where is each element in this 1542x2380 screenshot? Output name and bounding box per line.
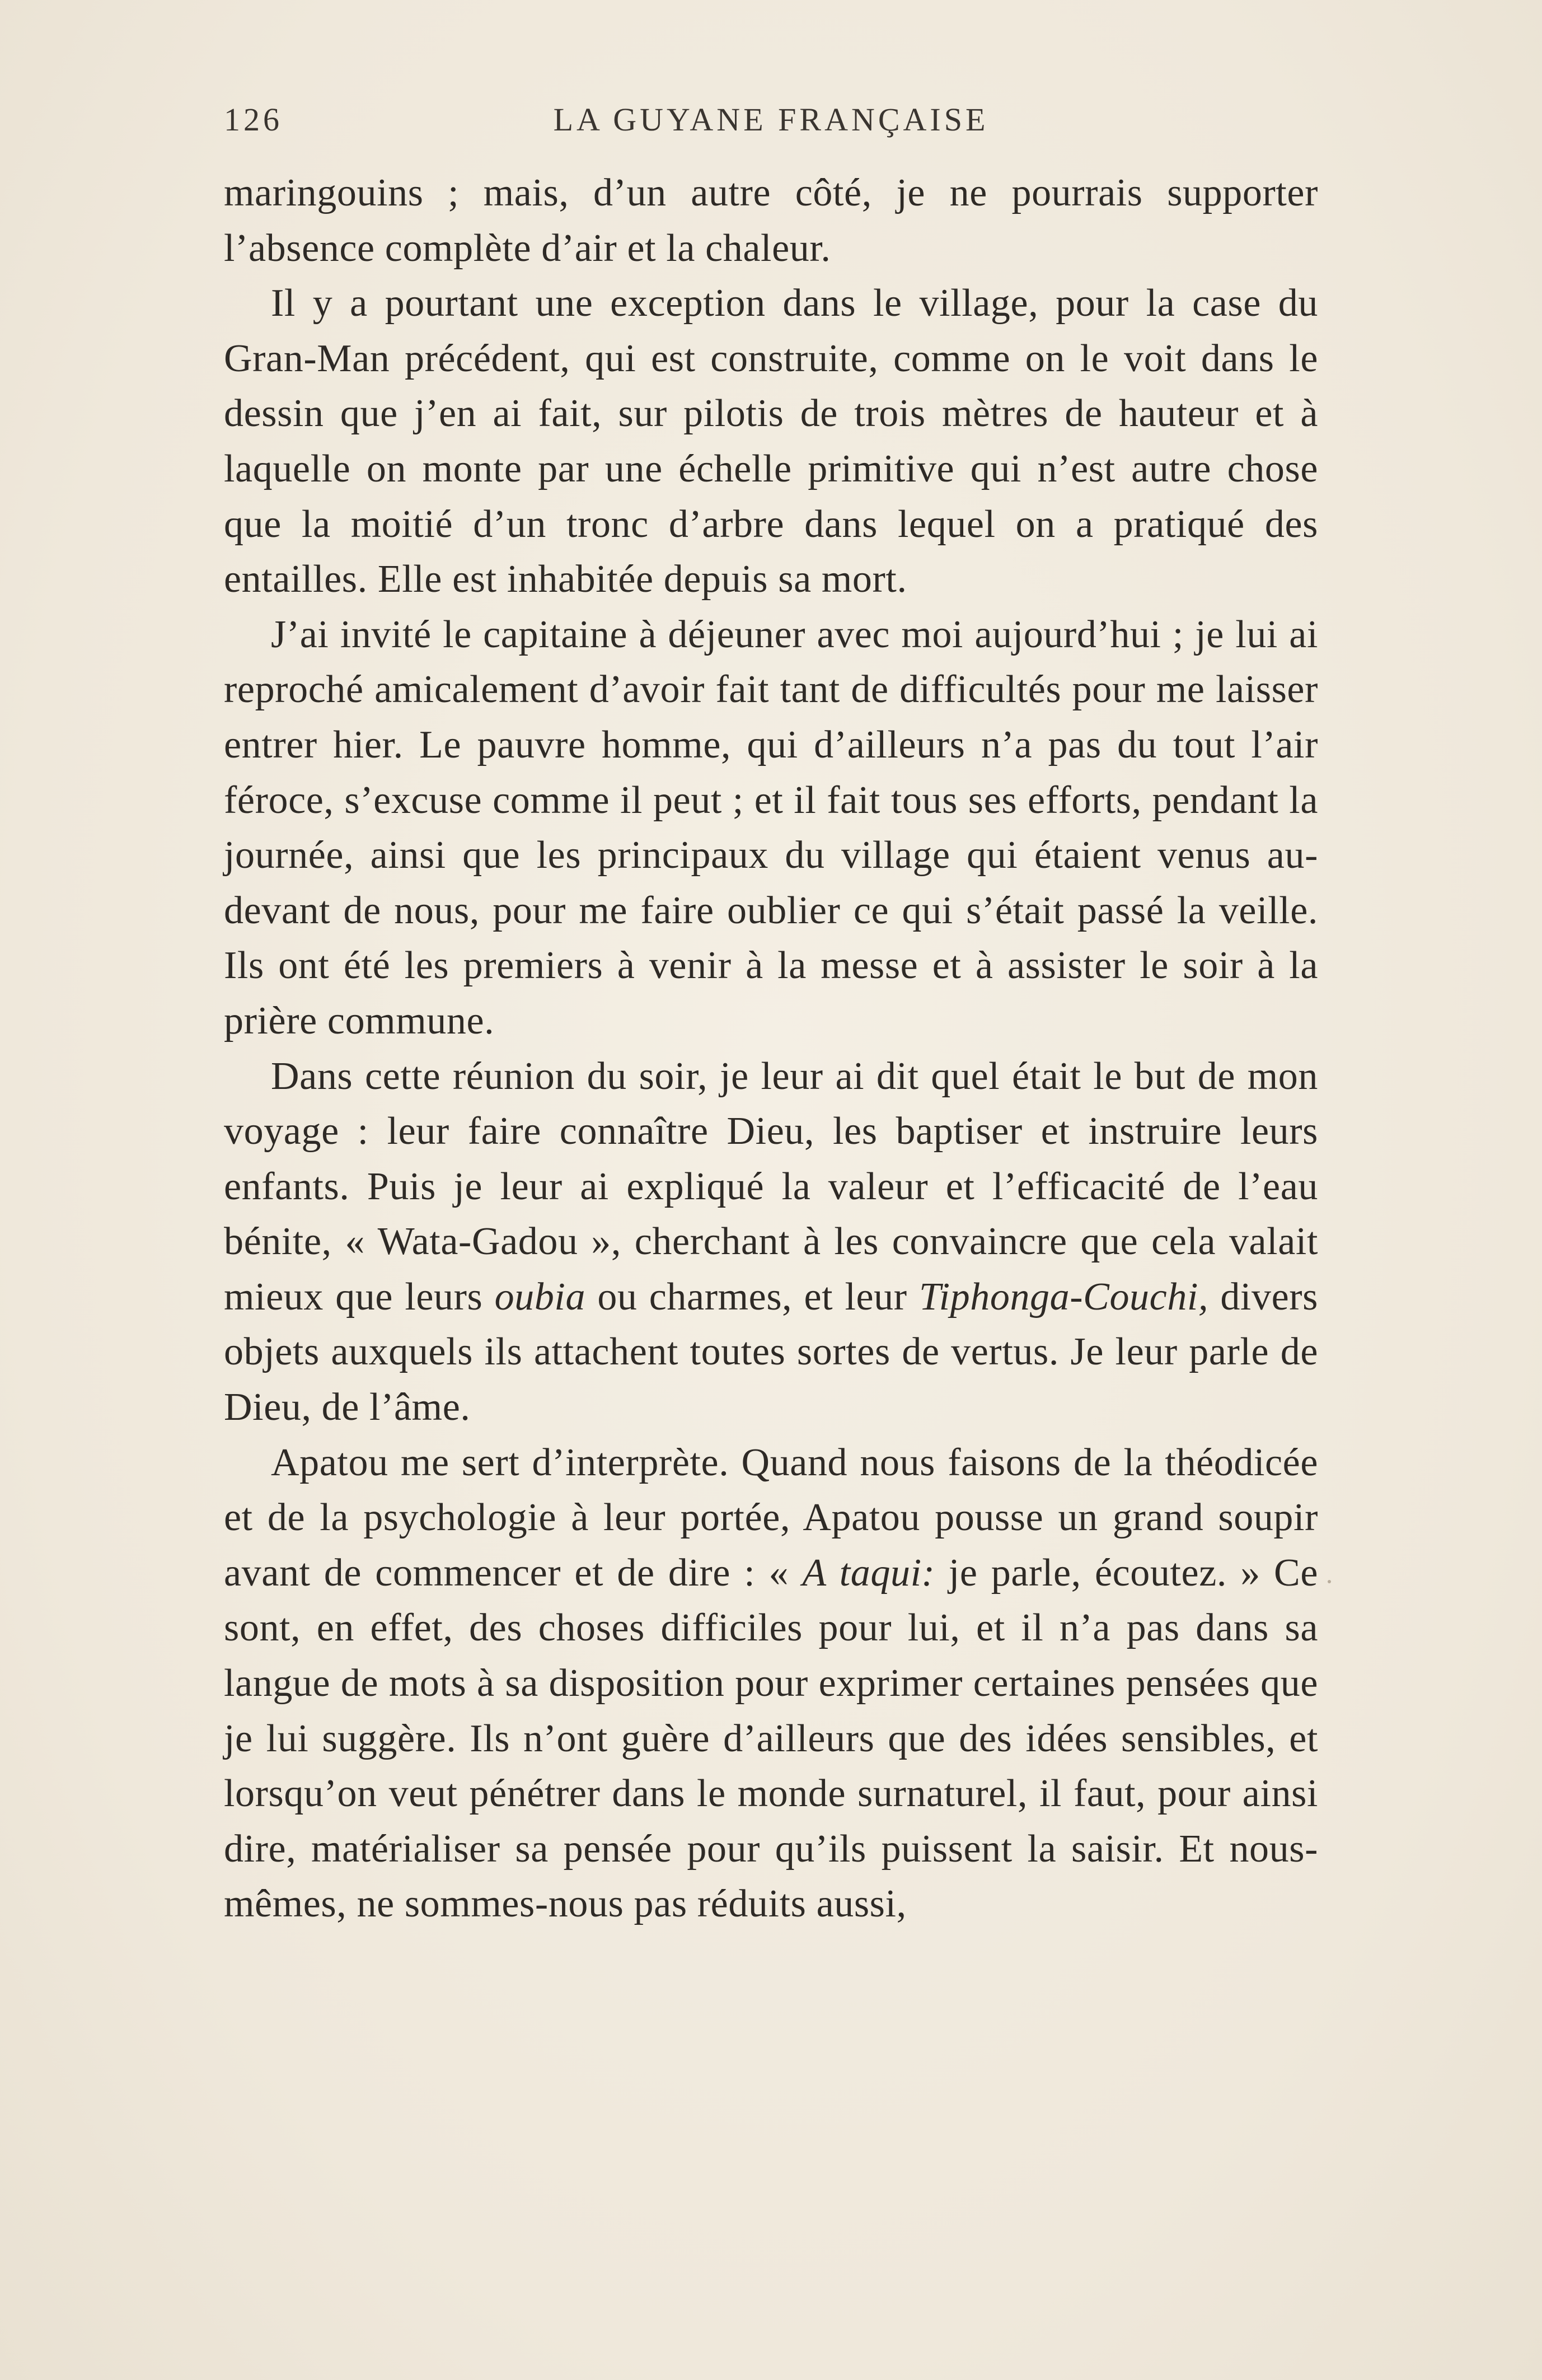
paragraph <box>224 166 1318 276</box>
italic-term: oubia <box>494 1275 586 1318</box>
paper-speck <box>1328 1580 1331 1583</box>
paragraph-text: Apatou me sert d’interprète. Quand nous faisons de la théodicée et de la psychologie à leur portée, Apatou pousse un grand soupir avant de commencer et de dire : « <box>224 1441 1318 1595</box>
italic-term: Tiphonga-Couchi, <box>918 1275 1209 1318</box>
paragraph <box>224 1049 1318 1436</box>
page-number: 126 <box>224 101 283 138</box>
paragraph <box>224 276 1318 607</box>
paragraph <box>224 607 1318 1049</box>
paragraph-text: J’ai invité le capitaine à déjeuner avec moi aujourd’hui ; je lui ai reproché amicalement d’avoir fait tant de difficultés pour me laisser entrer hier. Le pauvre homme, qui d’ailleurs n’a pas du tout l’air féroce, s’excuse comme il peut ; et il fait tous ses efforts, pendant la journée, ainsi que les principaux du village qui étaient venus au-devant de nous, pour me faire oublier ce qui s’était passé la veille. Ils ont été les premiers à venir à la messe et à assister le soir à la prière commune. <box>224 612 1318 1042</box>
page-header <box>224 95 1318 146</box>
paragraph-text: je parle, écoutez. » Ce sont, en effet, des choses difficiles pour lui, et il n’a pas dans sa langue de mots à sa disposition pour exprimer certaines pensées que je lui suggère. Ils n’ont guère d’ailleurs que des idées sensibles, et lorsqu’on veut pénétrer dans le monde surnaturel, il faut, pour ainsi dire, matérialiser sa pensée pour qu’ils puissent la saisir. Et nous-mêmes, ne sommes-nous pas réduits aussi, <box>224 1551 1318 1926</box>
paragraph-text: maringouins ; mais, d’un autre côté, je ne pourrais supporter l’absence complète d’air et la chaleur. <box>224 171 1318 270</box>
paragraph-text: ou charmes, et leur <box>585 1275 919 1318</box>
body-text <box>224 166 1318 1932</box>
running-title: LA GUYANE FRANÇAISE <box>553 101 989 138</box>
italic-term: A taqui: <box>802 1551 935 1595</box>
paragraph-text: Dans cette réunion du soir, je leur ai dit quel était le but de mon voyage : leur faire connaître Dieu, les baptiser et instruire leurs enfants. Puis je leur ai expliqué la valeur et l’efficacité de l’eau bénite, « Wata-Gadou », cherchant à les convaincre que cela valait mieux que leurs <box>224 1054 1318 1318</box>
paragraph-text: Il y a pourtant une exception dans le village, pour la case du Gran-Man précédent, qui est construite, comme on le voit dans le dessin que j’en ai fait, sur pilotis de trois mètres de hauteur et à laquelle on monte par une échelle primitive qui n’est autre chose que la moitié d’un tronc d’arbre dans lequel on a pratiqué des entailles. Elle est inhabitée depuis sa mort. <box>224 282 1318 601</box>
paragraph-text: divers objets auxquels ils attachent toutes sortes de vertus. Je leur parle de Dieu, de l’âme. <box>224 1275 1318 1429</box>
paragraph <box>224 1436 1318 1932</box>
